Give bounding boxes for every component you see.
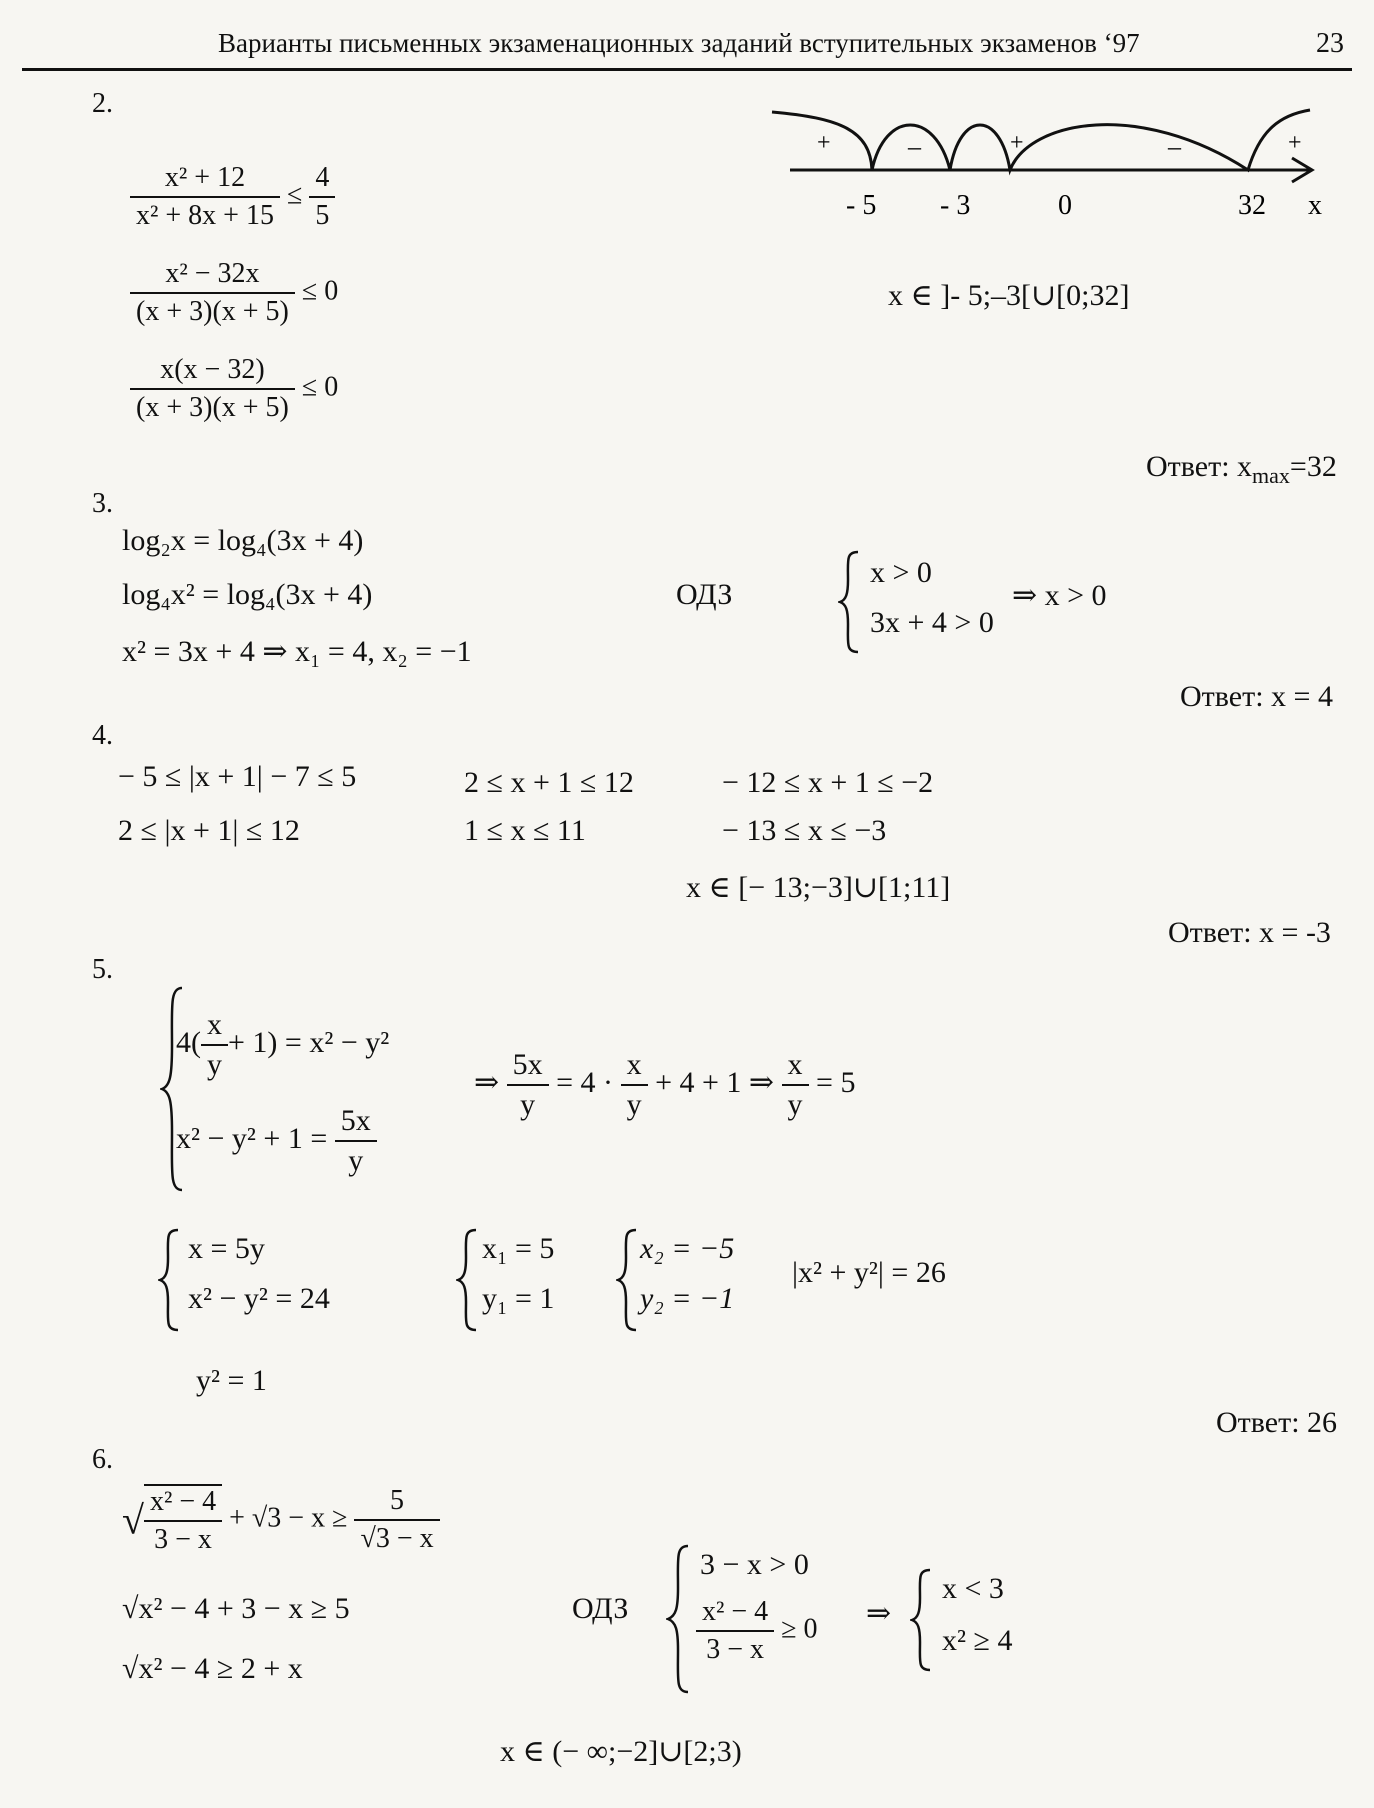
problem-4-col-1-line-2: 2 ≤ |x + 1| ≤ 12	[118, 814, 300, 847]
problem-4-col-2-line-2: 1 ≤ x ≤ 11	[464, 814, 586, 847]
problem-4-col-3-line-2: − 13 ≤ x ≤ −3	[722, 814, 887, 847]
problem-6-result-brace	[910, 1568, 932, 1672]
page-number: 23	[1316, 28, 1344, 59]
axis-label: x	[1308, 190, 1322, 221]
sign-label-1: +	[817, 130, 831, 156]
problem-5-answer: Ответ: 26	[1216, 1406, 1338, 1439]
problem-5-system-3-line-2: y₁ = 1	[482, 1282, 555, 1315]
problem-4-answer: Ответ: x = -3	[1168, 916, 1331, 949]
problem-4-col-2-line-1: 2 ≤ x + 1 ≤ 12	[464, 766, 634, 799]
problem-5-system-4-brace	[616, 1228, 638, 1332]
problem-6-odz-label: ОДЗ	[572, 1592, 629, 1625]
problem-2-line-3: $\frac{x(x - 32)}{(x + 3)(x + 5)}$ ≤ 0	[130, 354, 338, 424]
problem-2-line-2: $\frac{\text{x² − 32x}}{(x + 3)(x + 5)}$ ≤ 0	[130, 258, 338, 328]
problem-2-line-1: $\frac{\text{x² + 12}}{\text{x² + 8x + 15}}$ ≤ $\frac{4}{5}$	[130, 162, 335, 232]
sign-label-5: +	[1288, 130, 1302, 156]
problem-6-implies: ⇒	[866, 1597, 892, 1630]
problem-3-implication: ⇒ x > 0	[1012, 579, 1107, 612]
sign-label-4: –	[1168, 132, 1181, 161]
problem-6-number: 6.	[92, 1444, 113, 1475]
sign-label-3: +	[1010, 130, 1024, 156]
problem-5-system-4-line-2: y₂ = −1	[640, 1282, 735, 1315]
sign-label-2: –	[908, 132, 921, 161]
problem-3-odz-label: ОДЗ	[676, 578, 733, 611]
problem-3-system-line-1: x > 0	[870, 556, 932, 589]
problem-2-number: 2.	[92, 88, 113, 119]
problem-5-system-2-line-2: x² − y² = 24	[188, 1282, 330, 1315]
problem-5-system-3-brace	[456, 1228, 478, 1332]
problem-5-system-4-line-1: x₂ = −5	[640, 1232, 735, 1265]
problem-3-answer: Ответ: x = 4	[1180, 680, 1333, 713]
point-label-2: - 3	[940, 190, 971, 221]
point-label-3: 0	[1058, 190, 1072, 221]
problem-3-line-1: log₂x = log₄(3x + 4)	[122, 524, 364, 557]
sign-curve	[772, 110, 1310, 170]
header-rule	[22, 68, 1352, 71]
problem-6-result-line-2: x² ≥ 4	[942, 1624, 1013, 1657]
problem-3-number: 3.	[92, 488, 113, 519]
problem-6-result-line-1: x < 3	[942, 1572, 1004, 1605]
problem-5-number: 5.	[92, 954, 113, 985]
problem-6-solution: x ∈ (− ∞;−2]∪[2;3)	[500, 1735, 742, 1768]
point-label-1: - 5	[846, 190, 877, 221]
problem-5-system-2-line-1: x = 5y	[188, 1232, 265, 1265]
problem-5-y-squared: y² = 1	[196, 1364, 267, 1397]
problem-3-line-2: log₄x² = log₄(3x + 4)	[122, 578, 373, 611]
problem-3-line-3: x² = 3x + 4 ⇒ x₁ = 4, x₂ = −1	[122, 635, 472, 668]
problem-6-line-1: √ $\frac{\text{x² − 4}}{3 - x}$ + √3 − x ≥ $\frac{5}{√3 - x}$	[122, 1484, 440, 1556]
problem-5-system-1-line-1: 4( $\frac{x}{y}$ + 1) = x² − y²	[176, 1008, 390, 1081]
running-header: Варианты письменных экзаменационных заданий вступительных экзаменов ‘97	[218, 28, 1140, 58]
problem-4-col-1-line-1: − 5 ≤ |x + 1| − 7 ≤ 5	[118, 760, 357, 793]
problem-6-odz-line-1: 3 − x > 0	[700, 1548, 809, 1581]
problem-6-line-3: √x² − 4 ≥ 2 + x	[122, 1652, 303, 1685]
problem-6-line-2: √x² − 4 + 3 − x ≥ 5	[122, 1592, 350, 1625]
problem-5-system-3-line-1: x₁ = 5	[482, 1232, 555, 1265]
problem-5-system-2-brace	[158, 1228, 180, 1332]
point-label-4: 32	[1238, 190, 1266, 221]
problem-5-derivation: ⇒ $\frac{5x}{y}$ = 4 · $\frac{x}{y}$ + 4 + 1 ⇒ $\frac{x}{y}$ = 5	[474, 1048, 856, 1121]
problem-5-system-1-line-2: x² − y² + 1 = $\frac{5x}{y}$	[176, 1104, 377, 1178]
problem-4-number: 4.	[92, 720, 113, 751]
problem-6-odz-line-2: $\frac{\text{x² − 4}}{3 - x}$ ≥ 0	[696, 1596, 818, 1666]
sign-number-line	[760, 100, 1340, 230]
problem-5-abs-expression: |x² + y²| = 26	[792, 1256, 946, 1289]
problem-3-system-brace	[838, 550, 860, 654]
problem-2-solution: x ∈ ]- 5;–3[∪[0;32]	[888, 279, 1130, 312]
problem-4-solution: x ∈ [− 13;−3]∪[1;11]	[686, 871, 951, 904]
problem-4-col-3-line-1: − 12 ≤ x + 1 ≤ −2	[722, 766, 934, 799]
problem-3-system-line-2: 3x + 4 > 0	[870, 606, 994, 639]
problem-6-odz-brace	[666, 1544, 690, 1694]
problem-2-answer: Ответ: $x_{max}=32$	[1146, 450, 1337, 488]
